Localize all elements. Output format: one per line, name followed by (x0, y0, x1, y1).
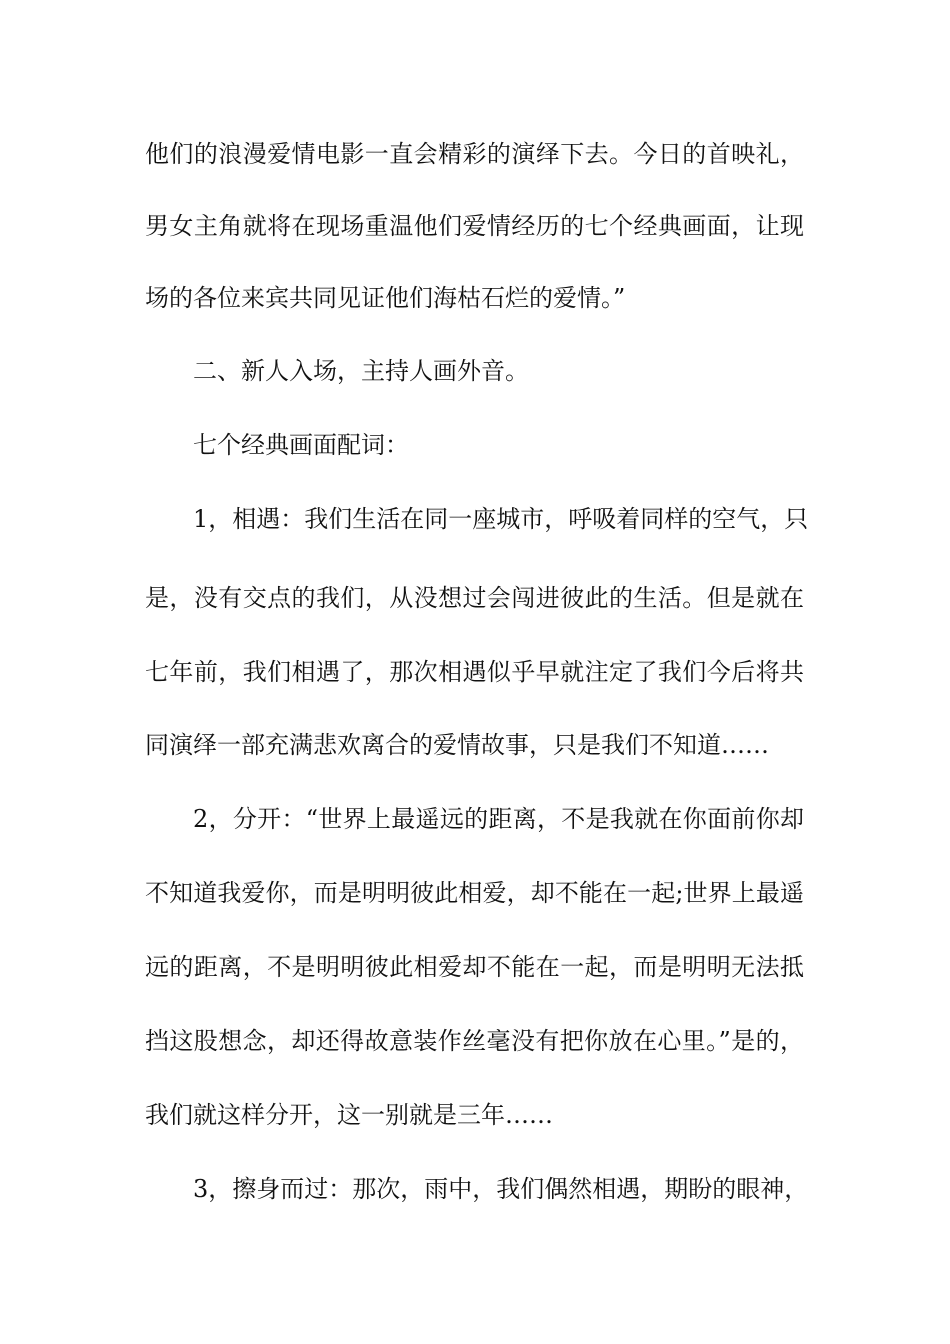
scene-1-line-1: 1，相遇：我们生活在同一座城市，呼吸着同样的空气，只 (193, 505, 809, 533)
scene-2-line-3: 远的距离，不是明明彼此相爱却不能在一起，而是明明无法抵 (145, 953, 804, 981)
scene-3-line-1: 3，擦身而过：那次，雨中，我们偶然相遇，期盼的眼神， (193, 1175, 809, 1203)
section-heading-new-couple-entrance: 二、新人入场，主持人画外音。 (193, 357, 529, 385)
scene-2-line-5: 我们就这样分开，这一别就是三年…… (145, 1101, 553, 1129)
paragraph-line-3: 场的各位来宾共同见证他们海枯石烂的爱情。” (145, 284, 626, 312)
scene-2-line-1: 2，分开：“世界上最遥远的距离，不是我就在你面前你却 (193, 805, 804, 833)
paragraph-line-1: 他们的浪漫爱情电影一直会精彩的演绎下去。今日的首映礼， (145, 140, 804, 168)
scene-1-line-3: 七年前，我们相遇了，那次相遇似乎早就注定了我们今后将共 (145, 658, 804, 686)
scene-1-line-2: 是，没有交点的我们，从没想过会闯进彼此的生活。但是就在 (145, 584, 804, 612)
scene-2-line-4: 挡这股想念，却还得故意装作丝毫没有把你放在心里。”是的， (145, 1027, 804, 1055)
section-heading-seven-scenes: 七个经典画面配词： (193, 431, 409, 459)
scene-2-line-2: 不知道我爱你，而是明明彼此相爱，却不能在一起;世界上最遥 (145, 879, 804, 907)
paragraph-line-2: 男女主角就将在现场重温他们爱情经历的七个经典画面，让现 (145, 212, 804, 240)
scene-1-line-4: 同演绎一部充满悲欢离合的爱情故事，只是我们不知道…… (145, 731, 769, 759)
